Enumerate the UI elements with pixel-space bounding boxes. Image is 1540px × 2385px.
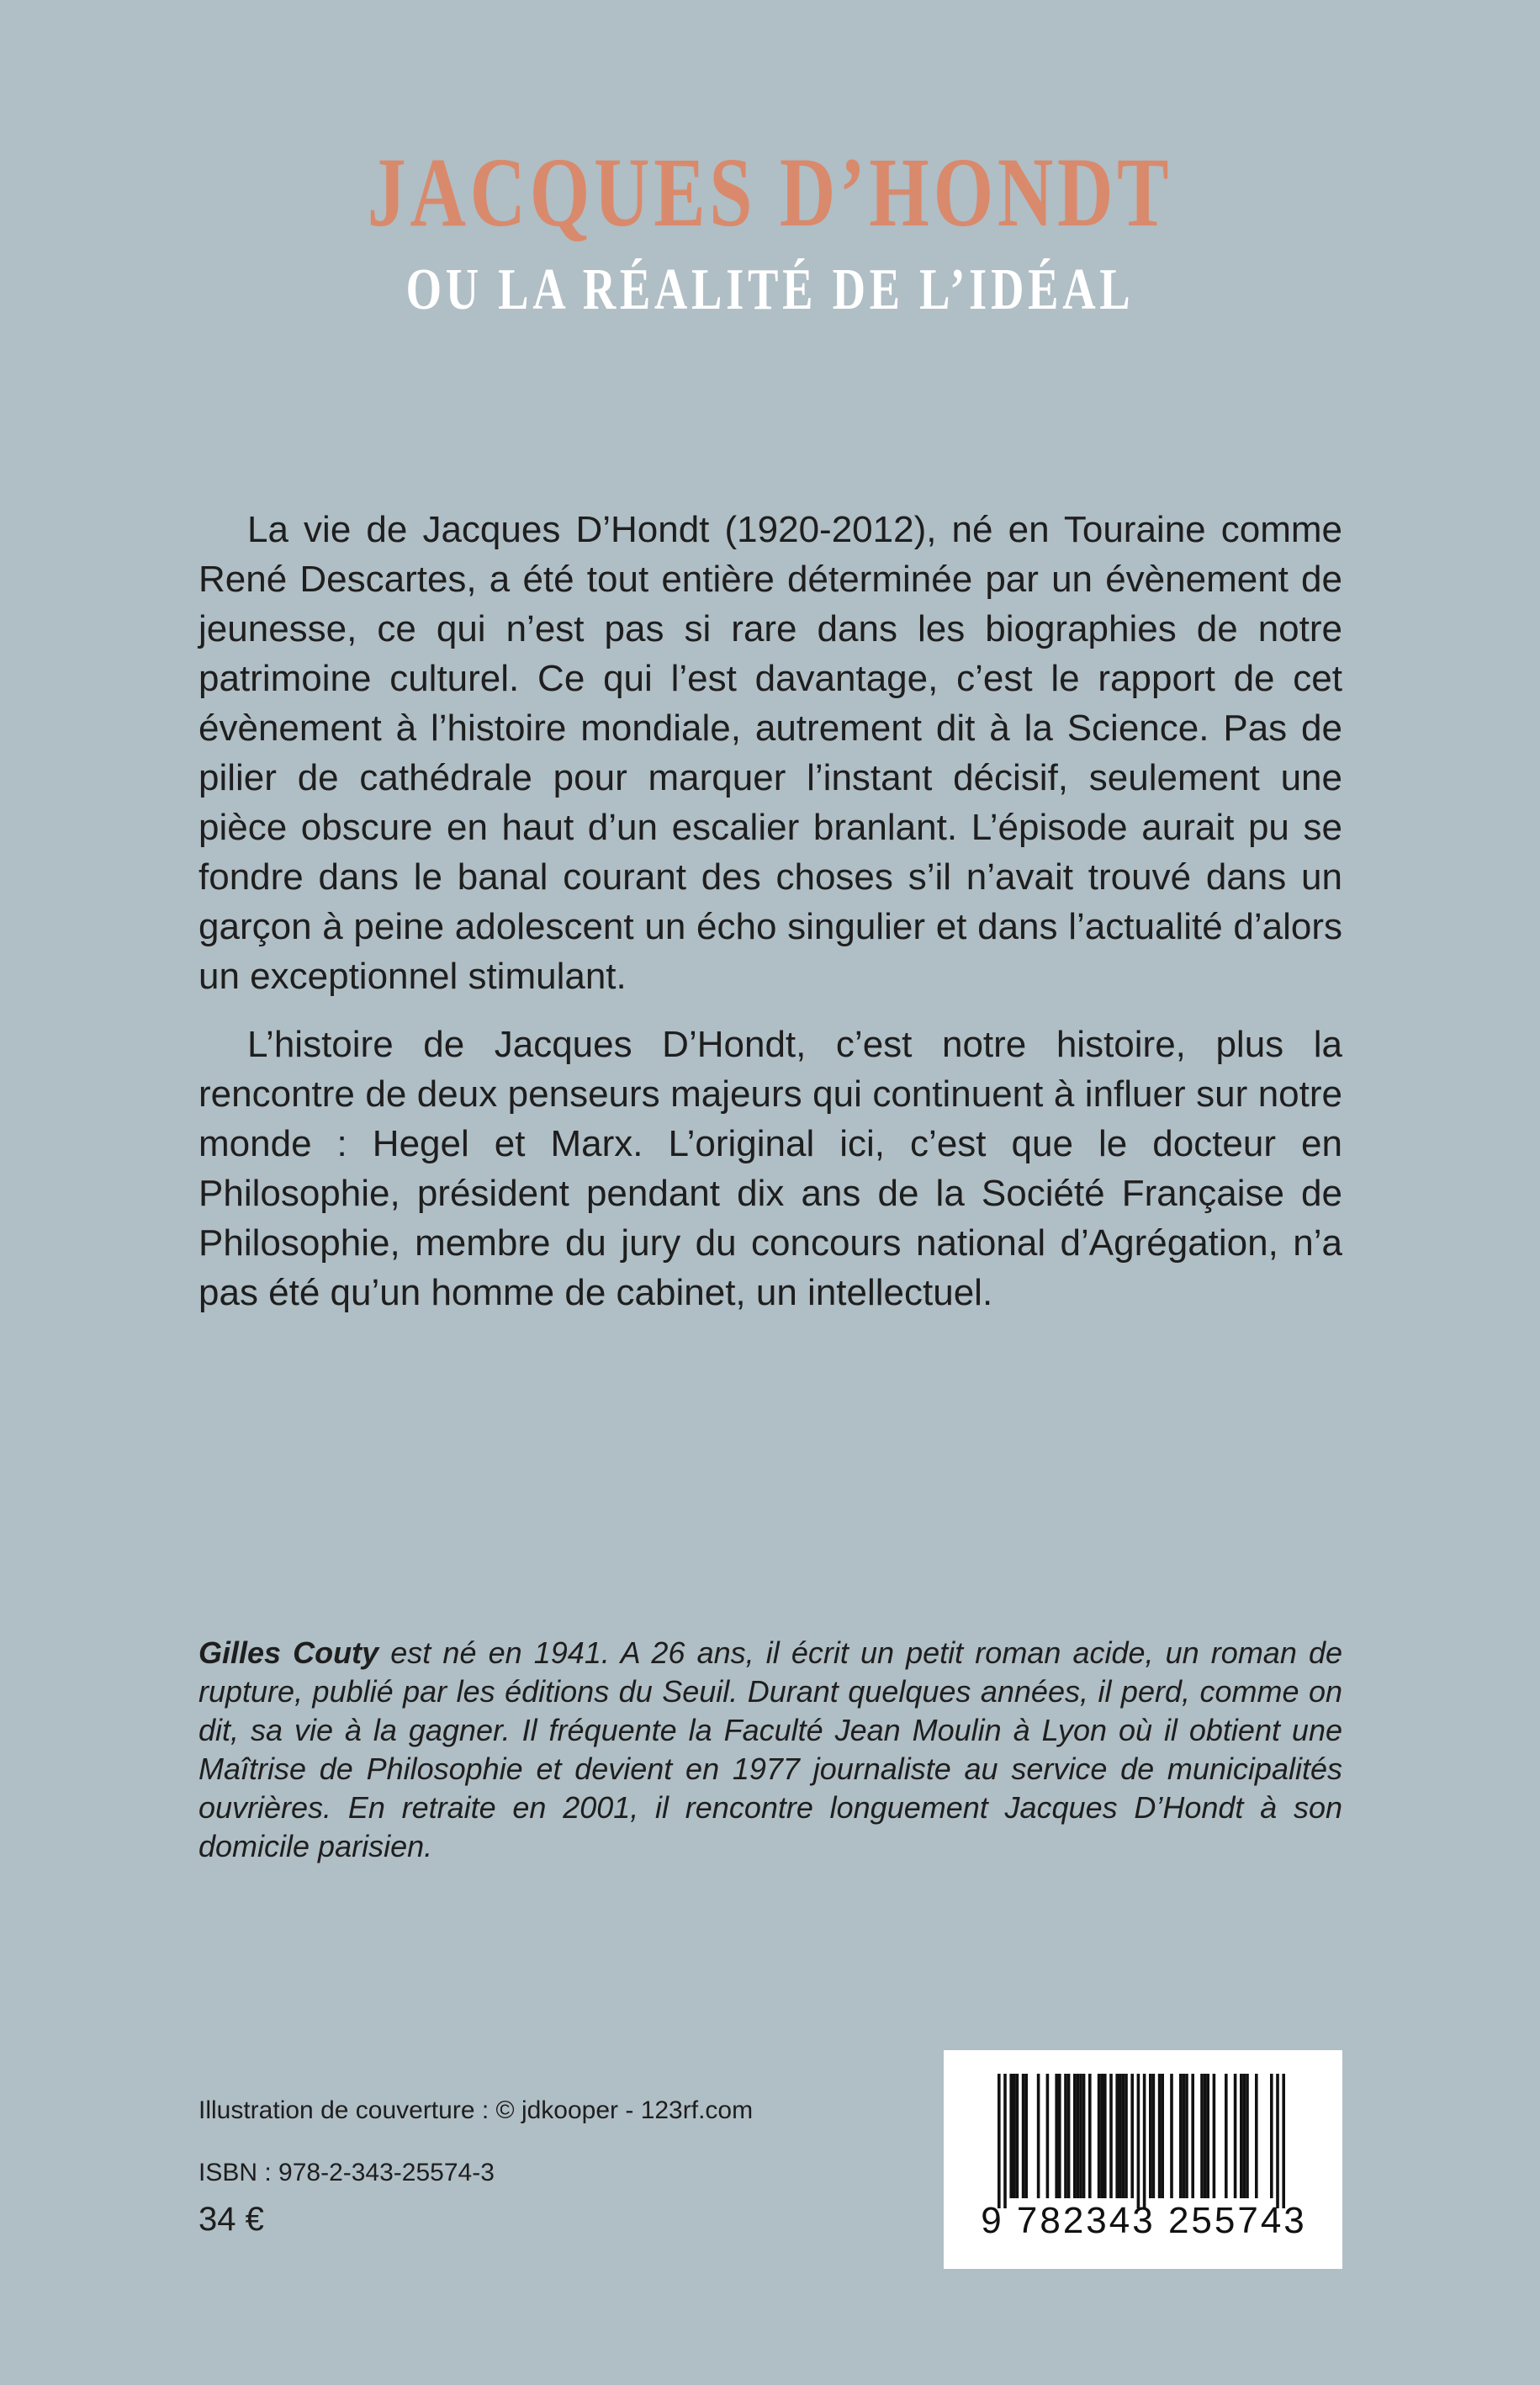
barcode-bar xyxy=(1206,2074,1209,2198)
barcode-bar xyxy=(1003,2074,1007,2208)
barcode-bar xyxy=(998,2074,1001,2208)
barcode-bar xyxy=(1246,2074,1249,2198)
barcode-bar xyxy=(1037,2074,1040,2198)
barcode-bar xyxy=(1024,2074,1028,2198)
barcode-bar xyxy=(1058,2074,1061,2198)
barcode-bar xyxy=(1013,2074,1016,2198)
barcode-bar xyxy=(1183,2074,1186,2198)
barcode-bar xyxy=(1100,2074,1103,2198)
barcode-bar xyxy=(1009,2074,1013,2198)
barcode-bar xyxy=(1137,2074,1140,2208)
barcode-bar xyxy=(1234,2074,1237,2198)
barcode-bar xyxy=(1115,2074,1119,2198)
barcode-bar xyxy=(1022,2074,1025,2198)
barcode-bar xyxy=(1149,2074,1152,2198)
barcode-bar xyxy=(1109,2074,1113,2198)
barcode-bar xyxy=(1067,2074,1071,2198)
barcode-bar xyxy=(1082,2074,1086,2198)
barcode-bar xyxy=(1158,2074,1162,2198)
barcode-bar xyxy=(1191,2074,1194,2198)
barcode-bar xyxy=(1016,2074,1019,2198)
barcode-bar xyxy=(1143,2074,1146,2208)
book-title: JACQUES D’HONDT xyxy=(367,137,1173,247)
barcode-bar xyxy=(1204,2074,1207,2198)
barcode-digits: 9 782343 255743 xyxy=(981,2200,1307,2241)
title-block xyxy=(0,137,1540,322)
book-summary xyxy=(198,505,1342,1336)
isbn: ISBN : 978-2-343-25574-3 xyxy=(198,2159,495,2186)
barcode-bar xyxy=(1276,2074,1279,2208)
barcode-bar xyxy=(1098,2074,1101,2198)
barcode-bar xyxy=(1240,2074,1243,2198)
barcode-bar xyxy=(1161,2074,1164,2198)
credits xyxy=(198,2095,753,2239)
barcode-bar xyxy=(1185,2074,1188,2198)
barcode-bar xyxy=(1179,2074,1183,2198)
barcode-bar xyxy=(1055,2074,1058,2198)
summary-paragraph-1: La vie de Jacques D’Hondt (1920-2012), né en Touraine comme René Descartes, a été tout entière déterminée par un évènement de jeunesse, ce qui n’est pas si rare dans les biographies de notre patrimoine culturel. Ce qui l’est davantage, c’est le rapport de cet évènement à l’histoire mondiale, autrement dit à la Science. Pas de pilier de cathédrale pour marquer l’instant décisif, seulement une pièce obscure en haut d’un escalier branlant. L’épisode aurait pu se fondre dans le banal courant des choses s’il n’avait trouvé dans un garçon à peine adolescent un écho singulier et dans l’actualité d’alors un exceptionnel stimulant. xyxy=(198,509,1342,997)
barcode-bar xyxy=(1064,2074,1067,2198)
author-bio-text: est né en 1941. A 26 ans, il écrit un petit roman acide, un roman de rupture, publié par les éditions du Seuil. Durant quelques années, il perd, comme on dit, sa vie à la gagner. Il fréquente la Faculté Jean Moulin à Lyon où il obtient une Maîtrise de Philosophie et devient en 1977 journaliste au service de municipalités ouvrières. En retraite en 2001, il rencontre longuement Jacques D’Hondt à son domicile parisien. xyxy=(198,1635,1343,1863)
illustration-credit: Illustration de couverture : © jdkooper - 123rf.com xyxy=(198,2096,754,2124)
barcode-bar xyxy=(1125,2074,1128,2198)
barcode-bar xyxy=(1170,2074,1173,2198)
barcode-bar xyxy=(1077,2074,1080,2198)
barcode-bar xyxy=(1046,2074,1050,2198)
barcode-bar xyxy=(1073,2074,1077,2198)
barcode-bars xyxy=(944,2050,1342,2210)
barcode xyxy=(944,2050,1342,2269)
barcode-bar xyxy=(1270,2074,1273,2198)
barcode-bar xyxy=(1152,2074,1156,2198)
book-subtitle: OU LA RÉALITÉ DE L’IDÉAL xyxy=(405,257,1135,322)
barcode-bar xyxy=(1243,2074,1246,2198)
author-name: Gilles Couty xyxy=(198,1635,379,1670)
barcode-bar xyxy=(1225,2074,1228,2198)
barcode-bar xyxy=(1255,2074,1258,2198)
barcode-bar xyxy=(1200,2074,1204,2198)
barcode-bar xyxy=(1103,2074,1107,2198)
barcode-bar xyxy=(1079,2074,1082,2198)
barcode-bar xyxy=(1088,2074,1092,2198)
price: 34 € xyxy=(198,2201,264,2238)
summary-paragraph-2: L’histoire de Jacques D’Hondt, c’est notre histoire, plus la rencontre de deux penseurs majeurs qui continuent à influer sur notre monde : Hegel et Marx. L’original ici, c’est que le docteur en Philosophie, président pendant dix ans de la Société Française de Philosophie, membre du jury du concours national d’Agrégation, n’a pas été qu’un homme de cabinet, un intellectuel. xyxy=(198,1024,1342,1313)
barcode-bar xyxy=(1213,2074,1216,2198)
barcode-bar xyxy=(1122,2074,1125,2198)
barcode-bar xyxy=(1130,2074,1134,2198)
barcode-bar xyxy=(1119,2074,1122,2198)
author-bio xyxy=(198,1634,1342,1866)
barcode-bar xyxy=(1282,2074,1285,2208)
